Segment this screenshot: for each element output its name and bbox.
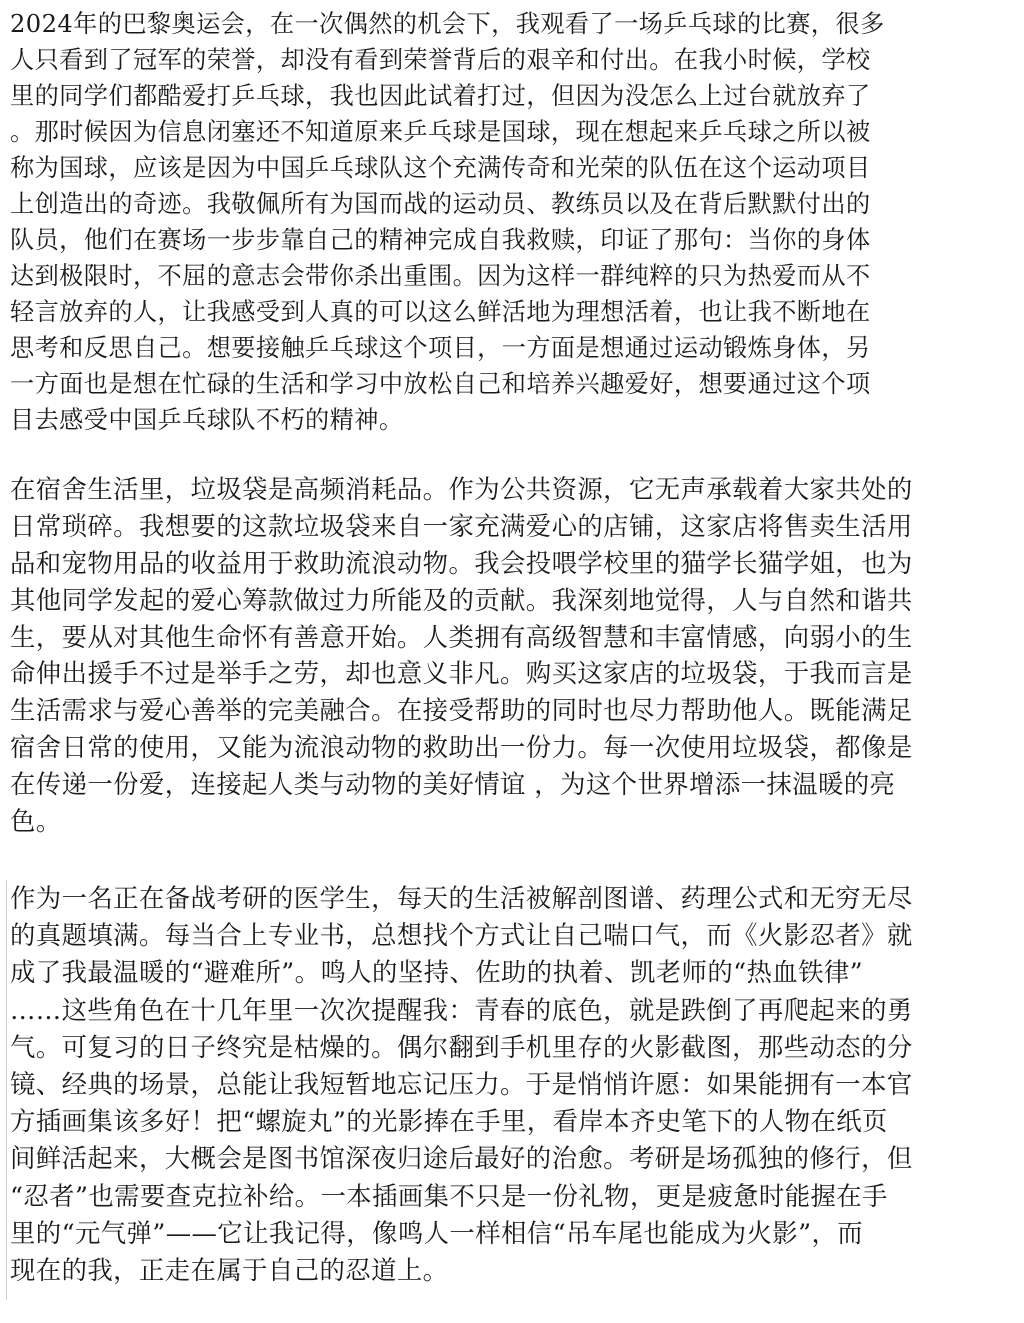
text-line: 品和宠物用品的收益用于救助流浪动物。我会投喂学校里的猫学长猫学姐，也为 xyxy=(10,547,913,578)
text-line: 宿舍日常的使用，又能为流浪动物的救助出一份力。每一次使用垃圾袋，都像是 xyxy=(10,732,913,763)
text-line: 气。可复习的日子终究是枯燥的。偶尔翻到手机里存的火影截图，那些动态的分 xyxy=(10,1031,913,1062)
text-line: 色。 xyxy=(10,806,62,837)
text-line: 。那时候因为信息闭塞还不知道原来乒乓球是国球，现在想起来乒乓球之所以被 xyxy=(10,118,871,146)
paragraph-dorm-garbage-bags xyxy=(10,471,913,840)
text-line: 目去感受中国乒乓球队不朽的精神。 xyxy=(10,406,404,434)
text-line: 在传递一份爱，连接起人类与动物的美好情谊 ，为这个世界增添一抹温暖的亮 xyxy=(10,769,896,800)
text-line: 称为国球，应该是因为中国乒乓球队这个充满传奇和光荣的队伍在这个运动项目 xyxy=(10,154,871,182)
text-line: 日常琐碎。我想要的这款垃圾袋来自一家充满爱心的店铺，这家店将售卖生活用 xyxy=(10,510,913,541)
text-line: 上创造出的奇迹。我敬佩所有为国而战的运动员、教练员以及在背后默默付出的 xyxy=(10,190,871,218)
text-line: 人只看到了冠军的荣誉，却没有看到荣誉背后的艰辛和付出。在我小时候，学校 xyxy=(10,46,871,74)
text-line: 现在的我，正走在属于自己的忍道上。 xyxy=(10,1254,449,1285)
text-line: 作为一名正在备战考研的医学生，每天的生活被解剖图谱、药理公式和无穷无尽 xyxy=(10,883,913,913)
text-line: 命伸出援手不过是举手之劳，却也意义非凡。购买这家店的垃圾袋，于我而言是 xyxy=(10,658,913,689)
text-line: 里的“元气弹”——它让我记得，像鸣人一样相信“吊车尾也能成为火影”，而 xyxy=(10,1217,864,1248)
text-line: 生活需求与爱心善举的完美融合。在接受帮助的同时也尽力帮助他人。既能满足 xyxy=(10,695,913,726)
text-line: 里的同学们都酷爱打乒乓球，我也因此试着打过，但因为没怎么上过台就放弃了 xyxy=(10,82,871,110)
text-line: ……这些角色在十几年里一次次提醒我：青春的底色，就是跌倒了再爬起来的勇 xyxy=(10,994,913,1025)
text-line: 的真题填满。每当合上专业书，总想找个方式让自己喘口气，而《火影忍者》就 xyxy=(10,920,913,951)
text-line: 思考和反思自己。想要接触乒乓球这个项目，一方面是想通过运动锻炼身体，另 xyxy=(10,334,871,362)
paragraph-olympics-table-tennis xyxy=(10,6,885,438)
text-line: 在宿舍生活里，垃圾袋是高频消耗品。作为公共资源，它无声承载着大家共处的 xyxy=(10,474,913,504)
text-line: 生，要从对其他生命怀有善意开始。人类拥有高级智慧和丰富情感，向弱小的生 xyxy=(10,621,913,652)
text-line: 达到极限时，不屈的意志会带你杀出重围。因为这样一群纯粹的只为热爱而从不 xyxy=(10,262,871,290)
text-line: 镜、经典的场景，总能让我短暂地忘记压力。于是悄悄许愿：如果能拥有一本官 xyxy=(10,1068,913,1099)
text-cursor-rule xyxy=(6,880,7,1300)
text-line: 成了我最温暖的“避难所”。鸣人的坚持、佐助的执着、凯老师的“热血铁律” xyxy=(10,957,864,988)
text-line: 一方面也是想在忙碌的生活和学习中放松自己和培养兴趣爱好，想要通过这个项 xyxy=(10,370,871,398)
text-line: 方插画集该多好！把“螺旋丸”的光影捧在手里，看岸本齐史笔下的人物在纸页 xyxy=(10,1106,888,1137)
paragraph-naruto-artbook xyxy=(10,880,913,1289)
text-line: 间鲜活起来，大概会是图书馆深夜归途后最好的治愈。考研是场孤独的修行，但 xyxy=(10,1143,913,1174)
text-line: 轻言放弃的人，让我感受到人真的可以这么鲜活地为理想活着，也让我不断地在 xyxy=(10,298,871,326)
text-line: 队员，他们在赛场一步步靠自己的精神完成自我救赎，印证了那句：当你的身体 xyxy=(10,226,871,254)
text-line: 其他同学发起的爱心筹款做过力所能及的贡献。我深刻地觉得，人与自然和谐共 xyxy=(10,584,913,615)
text-line: “忍者”也需要查克拉补给。一本插画集不只是一份礼物，更是疲惫时能握在手 xyxy=(10,1180,888,1211)
text-line: 2024年的巴黎奥运会，在一次偶然的机会下，我观看了一场乒乓球的比赛，很多 xyxy=(10,10,885,38)
